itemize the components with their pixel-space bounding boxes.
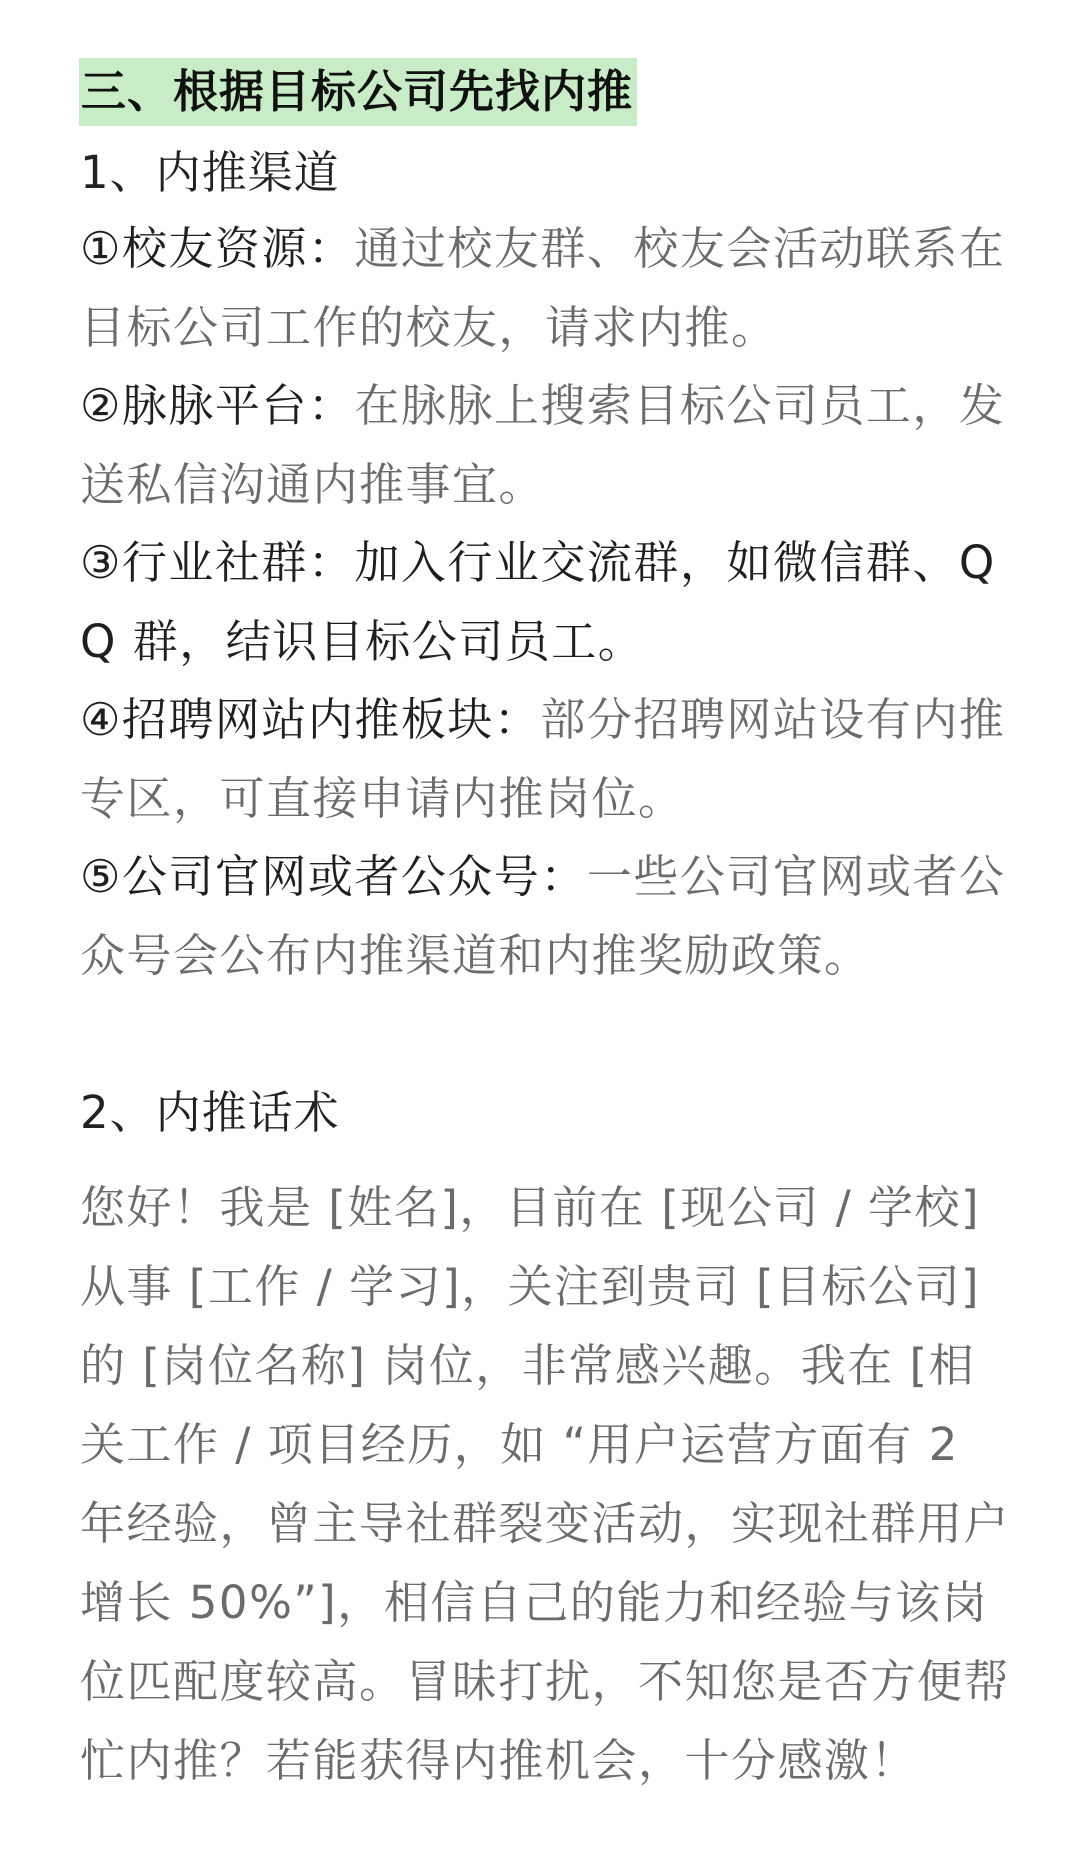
channel-text: 在脉脉上搜索目标公司员工，发送私信沟通内推事宜。 [80, 379, 1006, 511]
channel-item-community [80, 524, 1010, 681]
channel-text: 部分招聘网站设有内推专区，可直接申请内推岗位。 [80, 693, 1006, 825]
section-title: 三、根据目标公司先找内推 [79, 58, 637, 126]
channel-item-official-site [80, 838, 1010, 995]
channel-item-alumni [80, 210, 1010, 367]
channel-label: ⑤公司官网或者公众号： [80, 850, 587, 903]
channel-text: 加入行业交流群，如微信群、QQ 群，结识目标公司员工。 [80, 536, 996, 668]
channel-label: ④招聘网站内推板块： [80, 693, 541, 746]
script-heading: 2、内推话术 [80, 1086, 340, 1139]
channel-text: 通过校友群、校友会活动联系在目标公司工作的校友，请求内推。 [80, 222, 1006, 354]
channel-text: 一些公司官网或者公众号会公布内推渠道和内推奖励政策。 [80, 850, 1006, 982]
referral-script-text: 您好！我是 [姓名]，目前在 [现公司 / 学校] 从事 [工作 / 学习]，关注到贵司 [目标公司] 的 [岗位名称] 岗位，非常感兴趣。我在 [相关工作 / 项目经历，如 “用户运营方面有 2 年经验，曾主导社群裂变活动，实现社群用户增长 50%”]，相信自己的能力和经验与该岗位匹配度较高。冒昧打扰，不知您是否方便帮忙内推？若能获得内推机会，十分感激！ [80, 1181, 1011, 1787]
channel-label: ③行业社群： [80, 536, 355, 589]
channels-heading: 1、内推渠道 [80, 146, 340, 199]
channel-label: ①校友资源： [80, 222, 355, 275]
channel-item-job-sites [80, 681, 1010, 838]
channel-item-maimai [80, 367, 1010, 524]
channel-label: ②脉脉平台： [80, 379, 355, 432]
